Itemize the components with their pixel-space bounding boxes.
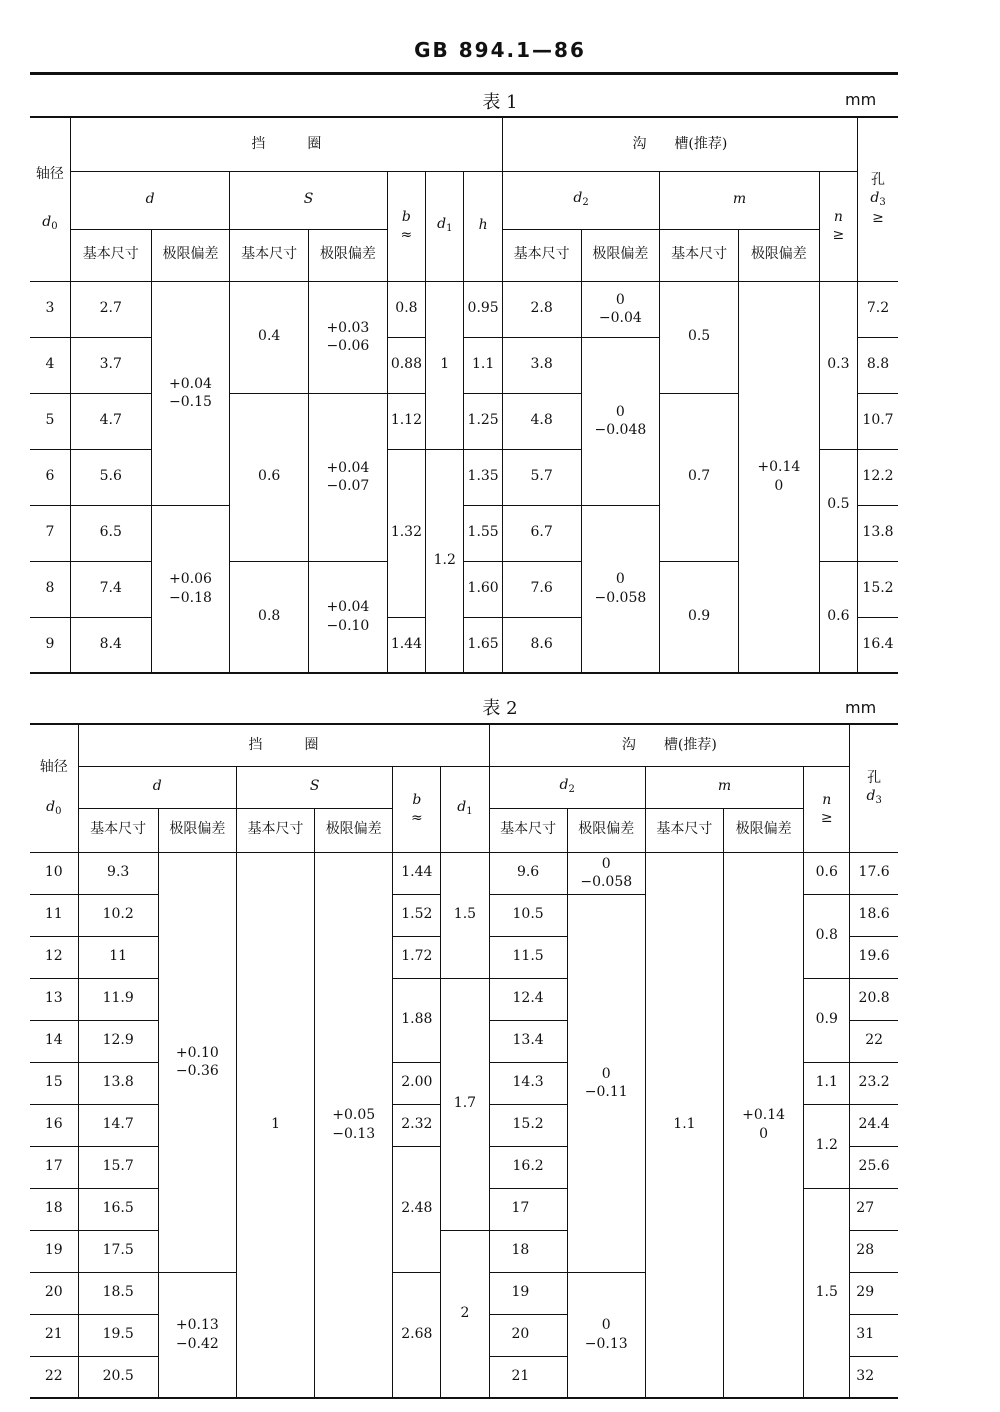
d-basic-cell: 9.3 — [78, 852, 158, 894]
d0-cell: 19 — [30, 1230, 78, 1272]
d2-basic-cell: 11.5 — [489, 936, 567, 978]
header-m-basic: 基本尺寸 — [645, 808, 723, 852]
standard-code: GB 894.1—86 — [414, 38, 586, 62]
header-d1: $d_1$ — [441, 766, 489, 852]
d-dev-cell: +0.06 −0.18 — [151, 505, 230, 673]
d3-cell: 7.2 — [858, 281, 898, 337]
header-shaft-dia: 轴径 $d_0$ — [30, 117, 70, 281]
d-basic-cell: 13.8 — [78, 1062, 158, 1104]
d-dev-cell: +0.10 −0.36 — [158, 852, 236, 1272]
d2-basic-cell: 16.2 — [489, 1146, 567, 1188]
m-basic-cell: 1.1 — [645, 852, 723, 1398]
table2-caption: 表 2 — [482, 698, 518, 719]
d-basic-cell: 18.5 — [78, 1272, 158, 1314]
d2-basic-cell: 20 — [489, 1314, 567, 1356]
d0-cell: 10 — [30, 852, 78, 894]
d3-cell: 31 — [850, 1314, 898, 1356]
h-cell: 1.55 — [464, 505, 502, 561]
d3-cell: 20.8 — [850, 978, 898, 1020]
n-cell: 0.3 — [819, 281, 857, 449]
d2-basic-cell: 15.2 — [489, 1104, 567, 1146]
d-basic-cell: 19.5 — [78, 1314, 158, 1356]
d-basic-cell: 11.9 — [78, 978, 158, 1020]
header-d-basic: 基本尺寸 — [70, 229, 151, 281]
d-basic-cell: 8.4 — [70, 617, 151, 673]
table2-unit: mm — [845, 698, 877, 717]
header-retaining-ring: 挡 圈 — [78, 724, 489, 766]
d2-basic-cell: 17 — [489, 1188, 567, 1230]
header-groove: 沟 槽(推荐) — [489, 724, 850, 766]
header-d-dev: 极限偏差 — [151, 229, 230, 281]
header-hole: 孔 $d_3$ — [850, 724, 898, 852]
S-dev-cell: +0.03 −0.06 — [309, 281, 388, 393]
d-basic-cell: 11 — [78, 936, 158, 978]
h-cell: 1.35 — [464, 449, 502, 505]
d1-cell: 1.2 — [426, 449, 464, 673]
b-cell: 1.72 — [393, 936, 441, 978]
d1-cell: 1 — [426, 281, 464, 449]
b-cell: 2.32 — [393, 1104, 441, 1146]
d0-cell: 17 — [30, 1146, 78, 1188]
d2-basic-cell: 5.7 — [502, 449, 581, 505]
S-basic-cell: 0.6 — [230, 393, 309, 561]
S-basic-cell: 0.8 — [230, 561, 309, 673]
h-cell: 1.60 — [464, 561, 502, 617]
h-cell: 1.65 — [464, 617, 502, 673]
d0-cell: 21 — [30, 1314, 78, 1356]
d-basic-cell: 14.7 — [78, 1104, 158, 1146]
m-dev-cell: +0.14 0 — [724, 852, 804, 1398]
d0-cell: 15 — [30, 1062, 78, 1104]
d0-cell: 18 — [30, 1188, 78, 1230]
d2-basic-cell: 9.6 — [489, 852, 567, 894]
d3-cell: 13.8 — [858, 505, 898, 561]
d3-cell: 32 — [850, 1356, 898, 1398]
d2-dev-cell: 0 −0.13 — [567, 1272, 645, 1398]
d2-basic-cell: 10.5 — [489, 894, 567, 936]
d2-basic-cell: 8.6 — [502, 617, 581, 673]
d0-cell: 8 — [30, 561, 70, 617]
d2-dev-cell: 0 −0.058 — [567, 852, 645, 894]
d2-dev-cell: 0 −0.04 — [581, 281, 660, 337]
S-dev-cell: +0.04 −0.10 — [309, 561, 388, 673]
d3-cell: 12.2 — [858, 449, 898, 505]
d3-cell: 17.6 — [850, 852, 898, 894]
d0-cell: 16 — [30, 1104, 78, 1146]
header-hole: 孔 $d_3$ ≥ — [858, 117, 898, 281]
b-cell: 0.8 — [387, 281, 425, 337]
d-basic-cell: 10.2 — [78, 894, 158, 936]
header-S-dev: 极限偏差 — [309, 229, 388, 281]
header-S-basic: 基本尺寸 — [236, 808, 314, 852]
d0-cell: 9 — [30, 617, 70, 673]
d3-cell: 18.6 — [850, 894, 898, 936]
d-basic-cell: 5.6 — [70, 449, 151, 505]
header-d2-basic: 基本尺寸 — [489, 808, 567, 852]
header-S: S — [230, 171, 387, 229]
top-rule — [30, 72, 898, 75]
b-cell: 0.88 — [387, 337, 425, 393]
d2-basic-cell: 3.8 — [502, 337, 581, 393]
d-basic-cell: 15.7 — [78, 1146, 158, 1188]
header-m-dev: 极限偏差 — [738, 229, 819, 281]
d2-basic-cell: 2.8 — [502, 281, 581, 337]
header-d2-dev: 极限偏差 — [567, 808, 645, 852]
header-b: b ≈ — [387, 171, 425, 281]
h-cell: 1.25 — [464, 393, 502, 449]
d-basic-cell: 17.5 — [78, 1230, 158, 1272]
header-h: h — [464, 171, 502, 281]
d0-cell: 13 — [30, 978, 78, 1020]
h-cell: 1.1 — [464, 337, 502, 393]
header-S-dev: 极限偏差 — [315, 808, 393, 852]
table1-unit: mm — [845, 90, 877, 109]
m-basic-cell: 0.9 — [660, 561, 739, 673]
d3-cell: 23.2 — [850, 1062, 898, 1104]
d2-basic-cell: 12.4 — [489, 978, 567, 1020]
d1-cell: 1.5 — [441, 852, 489, 978]
d0-cell: 7 — [30, 505, 70, 561]
table1-caption: 表 1 — [482, 92, 518, 113]
header-d: d — [78, 766, 236, 808]
header-m-basic: 基本尺寸 — [660, 229, 739, 281]
header-n: n ≥ — [819, 171, 857, 281]
S-basic-cell: 0.4 — [230, 281, 309, 393]
d2-basic-cell: 18 — [489, 1230, 567, 1272]
header-m: m — [645, 766, 803, 808]
d3-cell: 16.4 — [858, 617, 898, 673]
d2-dev-cell: 0 −0.11 — [567, 894, 645, 1272]
d3-cell: 29 — [850, 1272, 898, 1314]
d0-cell: 6 — [30, 449, 70, 505]
n-cell: 0.6 — [819, 561, 857, 673]
d-basic-cell: 3.7 — [70, 337, 151, 393]
d-basic-cell: 12.9 — [78, 1020, 158, 1062]
b-cell: 2.00 — [393, 1062, 441, 1104]
d0-cell: 5 — [30, 393, 70, 449]
d0-cell: 12 — [30, 936, 78, 978]
n-cell: 0.9 — [804, 978, 850, 1062]
d3-cell: 28 — [850, 1230, 898, 1272]
d0-cell: 3 — [30, 281, 70, 337]
header-shaft-dia: 轴径 $d_0$ — [30, 724, 78, 852]
d2-basic-cell: 14.3 — [489, 1062, 567, 1104]
d2-dev-cell: 0 −0.058 — [581, 505, 660, 673]
d3-cell: 10.7 — [858, 393, 898, 449]
d-basic-cell: 6.5 — [70, 505, 151, 561]
header-d-basic: 基本尺寸 — [78, 808, 158, 852]
d3-cell: 8.8 — [858, 337, 898, 393]
table2 — [30, 723, 898, 1399]
header-m: m — [660, 171, 819, 229]
header-S-basic: 基本尺寸 — [230, 229, 309, 281]
d0-cell: 20 — [30, 1272, 78, 1314]
d3-cell: 22 — [850, 1020, 898, 1062]
m-basic-cell: 0.5 — [660, 281, 739, 393]
d2-basic-cell: 7.6 — [502, 561, 581, 617]
S-dev-cell: +0.04 −0.07 — [309, 393, 388, 561]
d3-cell: 27 — [850, 1188, 898, 1230]
d0-cell: 11 — [30, 894, 78, 936]
b-cell: 1.44 — [393, 852, 441, 894]
n-cell: 1.5 — [804, 1188, 850, 1398]
S-basic-cell: 1 — [236, 852, 314, 1398]
d1-cell: 1.7 — [441, 978, 489, 1230]
d0-cell: 4 — [30, 337, 70, 393]
d-basic-cell: 4.7 — [70, 393, 151, 449]
header-d2-dev: 极限偏差 — [581, 229, 660, 281]
d0-cell: 14 — [30, 1020, 78, 1062]
d2-basic-cell: 21 — [489, 1356, 567, 1398]
b-cell: 1.12 — [387, 393, 425, 449]
d-basic-cell: 2.7 — [70, 281, 151, 337]
header-d2: $d_2$ — [502, 171, 659, 229]
S-dev-cell: +0.05 −0.13 — [315, 852, 393, 1398]
header-n: n ≥ — [804, 766, 850, 852]
table1 — [30, 116, 898, 674]
d3-cell: 25.6 — [850, 1146, 898, 1188]
d2-dev-cell: 0 −0.048 — [581, 337, 660, 505]
d2-basic-cell: 4.8 — [502, 393, 581, 449]
b-cell: 1.44 — [387, 617, 425, 673]
b-cell: 1.52 — [393, 894, 441, 936]
d3-cell: 19.6 — [850, 936, 898, 978]
d-basic-cell: 20.5 — [78, 1356, 158, 1398]
d1-cell: 2 — [441, 1230, 489, 1398]
b-cell: 2.68 — [393, 1272, 441, 1398]
m-dev-cell: +0.14 0 — [738, 281, 819, 673]
table-row — [30, 281, 898, 337]
header-m-dev: 极限偏差 — [724, 808, 804, 852]
d2-basic-cell: 13.4 — [489, 1020, 567, 1062]
h-cell: 0.95 — [464, 281, 502, 337]
d-basic-cell: 16.5 — [78, 1188, 158, 1230]
header-d2: $d_2$ — [489, 766, 645, 808]
n-cell: 0.6 — [804, 852, 850, 894]
m-basic-cell: 0.7 — [660, 393, 739, 561]
header-d: d — [70, 171, 229, 229]
d0-cell: 22 — [30, 1356, 78, 1398]
n-cell: 1.2 — [804, 1104, 850, 1188]
header-S: S — [236, 766, 392, 808]
header-groove: 沟 槽(推荐) — [502, 117, 857, 171]
header-d2-basic: 基本尺寸 — [502, 229, 581, 281]
d-dev-cell: +0.04 −0.15 — [151, 281, 230, 505]
b-cell: 1.88 — [393, 978, 441, 1062]
d2-basic-cell: 19 — [489, 1272, 567, 1314]
d-dev-cell: +0.13 −0.42 — [158, 1272, 236, 1398]
header-d1: $d_1$ — [426, 171, 464, 281]
header-b: b ≈ — [393, 766, 441, 852]
d2-basic-cell: 6.7 — [502, 505, 581, 561]
b-cell: 2.48 — [393, 1146, 441, 1272]
n-cell: 0.8 — [804, 894, 850, 978]
table-row — [30, 852, 898, 894]
d3-cell: 15.2 — [858, 561, 898, 617]
b-cell: 1.32 — [387, 449, 425, 617]
n-cell: 0.5 — [819, 449, 857, 561]
d-basic-cell: 7.4 — [70, 561, 151, 617]
header-d-dev: 极限偏差 — [158, 808, 236, 852]
n-cell: 1.1 — [804, 1062, 850, 1104]
d3-cell: 24.4 — [850, 1104, 898, 1146]
header-retaining-ring: 挡 圈 — [70, 117, 502, 171]
